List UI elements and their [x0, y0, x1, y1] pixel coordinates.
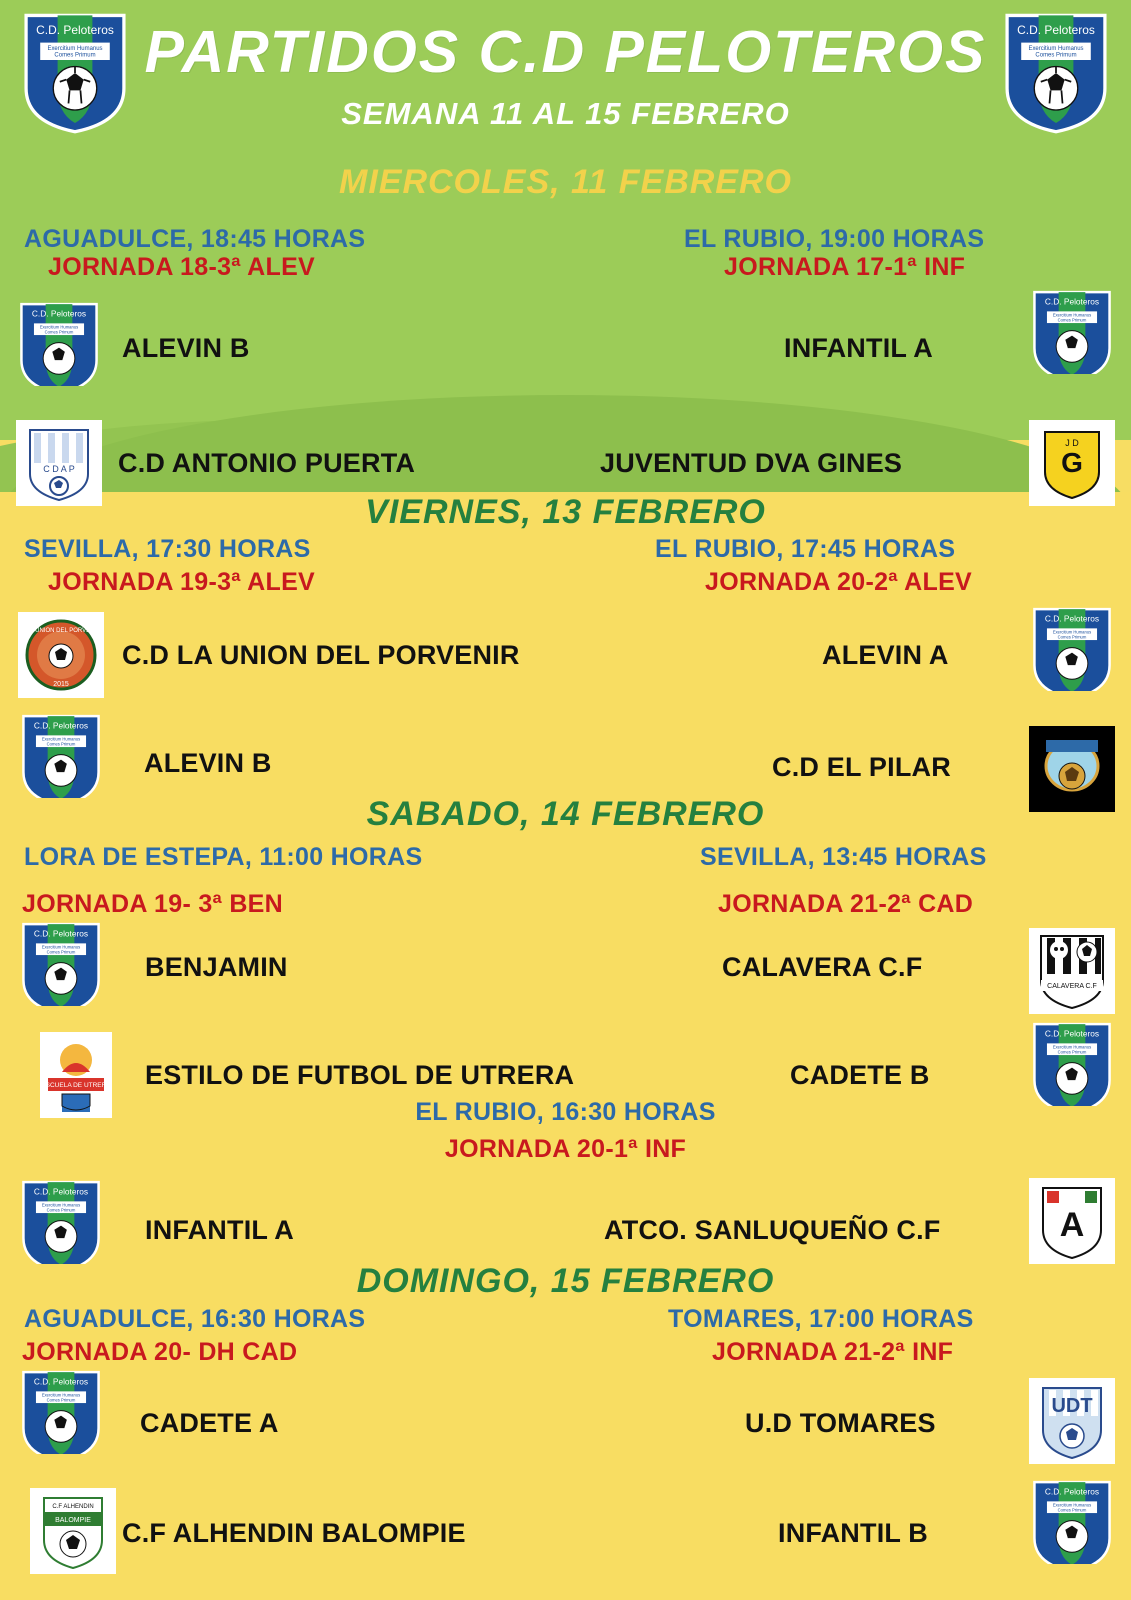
svg-text:Exercitium Humanus: Exercitium Humanus — [41, 1392, 81, 1398]
day-heading-friday: VIERNES, 13 FEBRERO — [365, 493, 766, 531]
match-jornada: JORNADA 19-3ª ALEV — [48, 568, 316, 596]
svg-text:C.D. Peloteros: C.D. Peloteros — [1044, 613, 1100, 624]
team-name: C.D EL PILAR — [772, 752, 951, 782]
svg-text:Exercitium Humanus: Exercitium Humanus — [41, 944, 81, 950]
svg-text:Comes Primum: Comes Primum — [1057, 317, 1087, 323]
svg-text:Comes Primum: Comes Primum — [46, 949, 76, 955]
svg-text:Exercitium Humanus: Exercitium Humanus — [41, 736, 81, 742]
match-venue: SEVILLA, 13:45 HORAS — [700, 843, 987, 871]
team-logo — [18, 712, 104, 798]
team-logo — [18, 1368, 104, 1454]
match-venue: SEVILLA, 17:30 HORAS — [24, 535, 311, 563]
match-jornada: JORNADA 18-3ª ALEV — [48, 253, 316, 281]
team-logo — [1029, 928, 1115, 1014]
peloteros-crest-icon — [16, 300, 102, 386]
svg-text:C.D. Peloteros: C.D. Peloteros — [33, 1186, 89, 1197]
team-name: ALEVIN B — [122, 333, 250, 363]
svg-text:C.D. Peloteros: C.D. Peloteros — [33, 1376, 89, 1387]
team-name: C.D LA UNION DEL PORVENIR — [122, 640, 520, 670]
team-name: ATCO. SANLUQUEÑO C.F — [604, 1215, 941, 1245]
match-venue: EL RUBIO, 17:45 HORAS — [655, 535, 956, 563]
match-venue: EL RUBIO, 16:30 HORAS — [415, 1098, 716, 1126]
team-name: ALEVIN B — [144, 748, 272, 778]
svg-text:J D: J D — [1065, 438, 1079, 448]
calavera-crest-icon — [1029, 928, 1115, 1014]
svg-text:A: A — [1059, 1206, 1085, 1244]
sanluqueno-crest-icon — [1029, 1178, 1115, 1264]
peloteros-crest-icon — [1029, 288, 1115, 374]
svg-text:Exercitium Humanus: Exercitium Humanus — [1052, 1044, 1092, 1050]
svg-text:Exercitium Humanus: Exercitium Humanus — [47, 46, 103, 53]
svg-text:C.D. Peloteros: C.D. Peloteros — [1044, 1486, 1100, 1497]
svg-text:Comes Primum: Comes Primum — [54, 52, 96, 59]
poster-header — [0, 0, 1131, 160]
svg-text:C.F ALHENDIN: C.F ALHENDIN — [52, 1504, 94, 1510]
team-name: CADETE B — [790, 1060, 930, 1090]
team-name: INFANTIL A — [784, 333, 933, 363]
team-name: ALEVIN A — [822, 640, 949, 670]
team-logo — [1029, 605, 1115, 691]
match-venue: AGUADULCE, 16:30 HORAS — [24, 1305, 366, 1333]
svg-text:C.D. Peloteros: C.D. Peloteros — [33, 720, 89, 731]
svg-text:C.D. Peloteros: C.D. Peloteros — [33, 928, 89, 939]
svg-text:C.D. Peloteros: C.D. Peloteros — [31, 308, 87, 319]
team-logo — [18, 612, 104, 698]
match-venue: AGUADULCE, 18:45 HORAS — [24, 225, 366, 253]
team-name: BENJAMIN — [145, 952, 288, 982]
peloteros-crest-icon — [18, 712, 104, 798]
peloteros-crest-icon — [1029, 605, 1115, 691]
alhendin-crest-icon — [30, 1488, 116, 1574]
team-name: ESTILO DE FUTBOL DE UTRERA — [145, 1060, 575, 1090]
match-jornada: JORNADA 21-2ª INF — [712, 1338, 954, 1366]
svg-text:C.D. Peloteros: C.D. Peloteros — [1044, 1028, 1100, 1039]
team-name: C.D ANTONIO PUERTA — [118, 448, 416, 478]
team-logo — [18, 920, 104, 1006]
team-name: CALAVERA C.F — [722, 952, 923, 982]
svg-text:Comes Primum: Comes Primum — [1035, 52, 1077, 59]
svg-text:Exercitium Humanus: Exercitium Humanus — [1028, 46, 1084, 53]
team-logo — [30, 1488, 116, 1574]
team-name: C.F ALHENDIN BALOMPIE — [122, 1518, 466, 1548]
team-name: U.D TOMARES — [745, 1408, 936, 1438]
svg-text:BALOMPIE: BALOMPIE — [55, 1517, 91, 1524]
match-jornada: JORNADA 17-1ª INF — [724, 253, 966, 281]
svg-text:Exercitium Humanus: Exercitium Humanus — [1052, 312, 1092, 318]
svg-text:Comes Primum: Comes Primum — [46, 1397, 76, 1403]
svg-text:Comes Primum: Comes Primum — [46, 741, 76, 747]
svg-text:Comes Primum: Comes Primum — [1057, 1507, 1087, 1513]
svg-text:ESCUELA DE UTRERA: ESCUELA DE UTRERA — [41, 1082, 111, 1089]
team-logo — [16, 300, 102, 386]
svg-text:Exercitium Humanus: Exercitium Humanus — [1052, 1502, 1092, 1508]
svg-text:C.D. Peloteros: C.D. Peloteros — [1044, 296, 1100, 307]
team-logo — [1029, 1020, 1115, 1106]
svg-text:2015: 2015 — [53, 681, 69, 688]
svg-text:Exercitium Humanus: Exercitium Humanus — [1052, 629, 1092, 635]
match-venue: TOMARES, 17:00 HORAS — [668, 1305, 974, 1333]
match-venue: LORA DE ESTEPA, 11:00 HORAS — [24, 843, 423, 871]
svg-text:Comes Primum: Comes Primum — [1057, 1049, 1087, 1055]
team-name: CADETE A — [140, 1408, 279, 1438]
team-logo — [1029, 1478, 1115, 1564]
svg-text:Comes Primum: Comes Primum — [44, 329, 74, 335]
peloteros-crest-icon — [18, 920, 104, 1006]
svg-text:C.D. Peloteros: C.D. Peloteros — [1017, 22, 1095, 37]
day-heading-saturday: SABADO, 14 FEBRERO — [366, 795, 765, 833]
svg-text:Comes Primum: Comes Primum — [46, 1207, 76, 1213]
page-subtitle: SEMANA 11 AL 15 FEBRERO — [341, 96, 790, 131]
peloteros-crest-icon — [1029, 1478, 1115, 1564]
svg-text:G: G — [1061, 447, 1083, 478]
tomares-crest-icon — [1029, 1378, 1115, 1464]
day-heading-wednesday: MIERCOLES, 11 FEBRERO — [339, 163, 792, 201]
page-title: PARTIDOS C.D PELOTEROS — [144, 19, 987, 85]
svg-text:CALAVERA C.F: CALAVERA C.F — [1047, 983, 1097, 990]
svg-text:C.D. UNION DEL PORVENIR: C.D. UNION DEL PORVENIR — [21, 628, 101, 634]
match-venue: EL RUBIO, 19:00 HORAS — [684, 225, 985, 253]
team-logo — [18, 1178, 104, 1264]
peloteros-crest-icon — [1029, 1020, 1115, 1106]
match-jornada: JORNADA 20-2ª ALEV — [705, 568, 973, 596]
peloteros-crest-icon — [18, 1178, 104, 1264]
team-logo — [1029, 1178, 1115, 1264]
svg-text:C.D. Peloteros: C.D. Peloteros — [36, 22, 114, 37]
team-logo — [1029, 1378, 1115, 1464]
union-porvenir-crest-icon — [18, 612, 104, 698]
svg-text:Exercitium Humanus: Exercitium Humanus — [41, 1202, 81, 1208]
team-name: INFANTIL A — [145, 1215, 294, 1245]
team-name: INFANTIL B — [778, 1518, 928, 1548]
peloteros-crest-icon — [18, 1368, 104, 1454]
match-jornada: JORNADA 19- 3ª BEN — [22, 890, 284, 918]
match-jornada: JORNADA 20-1ª INF — [444, 1135, 687, 1163]
match-jornada: JORNADA 20- DH CAD — [22, 1338, 298, 1366]
team-logo — [1029, 288, 1115, 374]
day-heading-sunday: DOMINGO, 15 FEBRERO — [356, 1262, 775, 1300]
team-name: JUVENTUD DVA GINES — [600, 448, 903, 478]
svg-text:C D A P: C D A P — [43, 464, 75, 474]
match-jornada: JORNADA 21-2ª CAD — [718, 890, 974, 918]
svg-text:UDT: UDT — [1051, 1395, 1093, 1417]
svg-text:Exercitium Humanus: Exercitium Humanus — [39, 324, 79, 330]
svg-text:Comes Primum: Comes Primum — [1057, 634, 1087, 640]
